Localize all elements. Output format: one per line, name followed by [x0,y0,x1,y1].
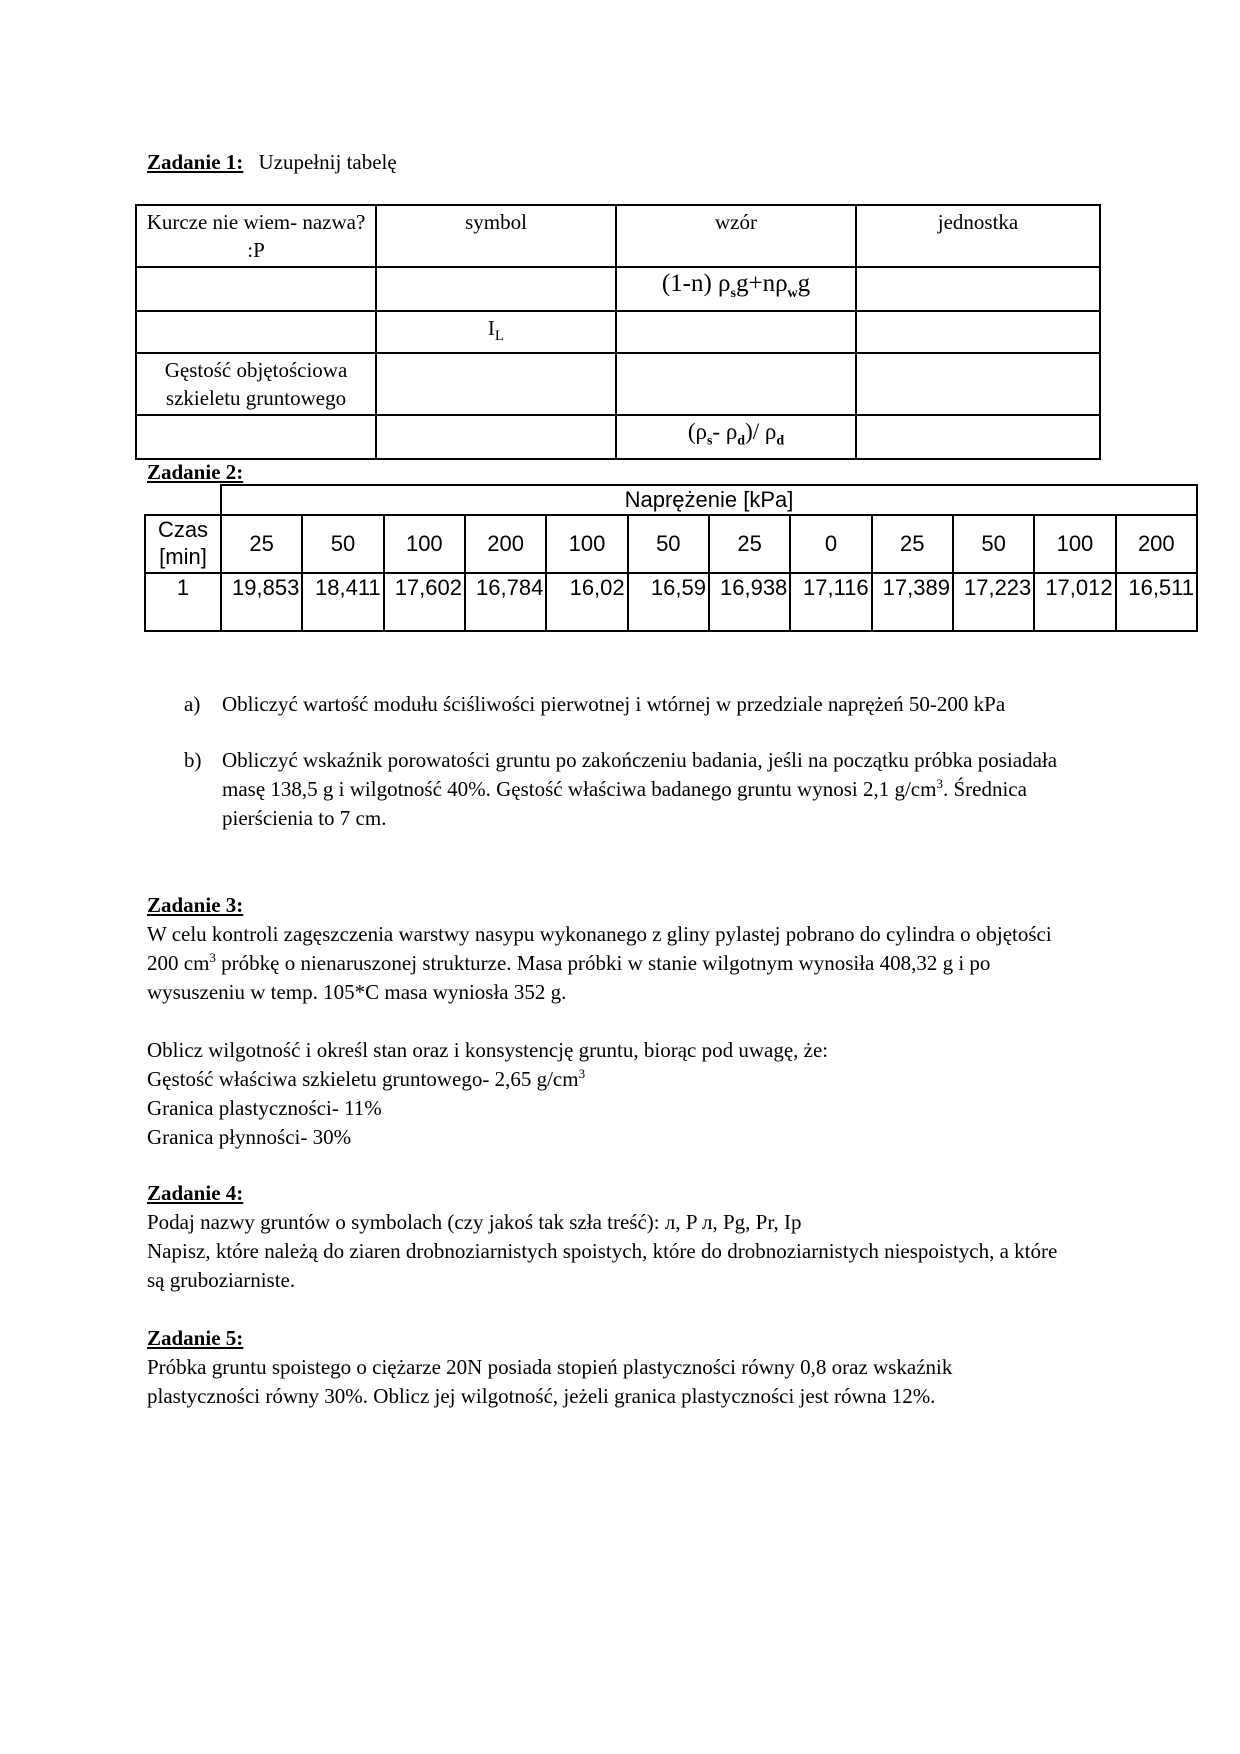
question-b-mark: b) [184,748,202,772]
stress-value: 100 [546,515,627,573]
task4-heading: Zadanie 4: [147,1181,244,1205]
cell-empty [856,415,1100,459]
formula-bulk-unit-weight: (1-n) $\rho_sg+n\rho_wg$ [616,267,856,311]
cell-empty [376,353,616,415]
task3-block [147,891,1067,1152]
stress-value: 100 [384,515,465,573]
task1-heading: Zadanie 1: [147,150,244,174]
question-b-text: Obliczyć wskaźnik porowatości gruntu po zakończeniu badania, jeśli na początku próbka posiadała masę 138,5 g i wilgotność 40%. Gęstość właściwa badanego gruntu wynosi 2,1 $g/cm^3$. Średnica pierścienia to 7 cm. [222,748,1058,830]
spacer [147,1007,1067,1036]
stress-value: 50 [953,515,1034,573]
cell-empty [616,353,856,415]
dial-reading: 16,59 [628,573,709,631]
cell-empty [856,353,1100,415]
oedometer-table [144,484,1198,632]
task5-heading: Zadanie 5: [147,1326,244,1350]
question-b [180,746,1100,833]
header-symbol: symbol [376,205,616,267]
task3-paragraph-2: Oblicz wilgotność i określ stan oraz i konsystencję gruntu, biorąc pod uwagę, że: [147,1038,829,1062]
task5-paragraph-1: Próbka gruntu spoistego o ciężarze 20N posiada stopień plastyczności równy 0,8 oraz wskaźnik plastyczności równy 30%. Oblicz jej wilgotność, jeżeli granica plastyczności jest równa 12%. [147,1355,953,1408]
stress-value: 50 [302,515,383,573]
stress-value: 25 [709,515,790,573]
task1-instruction: Uzupełnij tabelę [258,150,397,174]
task3-paragraph-3: Gęstość właściwa szkieletu gruntowego- 2,65 $g/cm^3$ [147,1066,586,1091]
task3-paragraph-4: Granica plastyczności- 11% [147,1096,382,1120]
cell-empty [616,311,856,353]
dial-reading: 18,411 [302,573,383,631]
question-a-text: Obliczyć wartość modułu ściśliwości pierwotnej i wtórnej w przedziale naprężeń 50-200 kPa [222,692,1006,716]
dial-reading: 17,116 [790,573,871,631]
cell-empty [136,311,376,353]
header-unit: jednostka [856,205,1100,267]
task4-paragraph-2: Napisz, które należą do ziaren drobnoziarnistych spoistych, które do drobnoziarnistych niespoistych, a które są gruboziarniste. [147,1239,1058,1292]
task5-block [147,1324,1067,1411]
table-corner [145,485,221,515]
stress-header: Naprężenie [kPa] [221,485,1197,515]
dial-reading: 19,853 [221,573,302,631]
task4-paragraph-1: Podaj nazwy gruntów o symbolach (czy jakoś tak szła treść): л, P л, Pg, Pr, Ip [147,1210,802,1234]
time-value: 1 [145,573,221,631]
dial-reading: 17,602 [384,573,465,631]
task2-heading: Zadanie 2: [147,460,244,484]
question-a [180,690,1100,719]
header-formula: wzór [616,205,856,267]
stress-value: 100 [1034,515,1115,573]
header-name: Kurcze nie wiem- nazwa? :P [136,205,376,267]
question-a-mark: a) [184,692,201,716]
dial-reading: 17,389 [872,573,953,631]
task1-title-line [147,148,397,177]
task2-questions [180,690,1100,860]
symbol-il: $I_L$ [376,311,616,353]
stress-value: 50 [628,515,709,573]
stress-value: 200 [465,515,546,573]
cell-empty [856,267,1100,311]
dial-reading: 17,223 [953,573,1034,631]
name-dry-density: Gęstość objętościowa szkieletu gruntowego [136,353,376,415]
dial-reading: 16,938 [709,573,790,631]
stress-value: 25 [221,515,302,573]
stress-value: 0 [790,515,871,573]
task3-heading: Zadanie 3: [147,893,244,917]
cell-empty [136,267,376,311]
dial-reading: 16,784 [465,573,546,631]
dial-reading: 16,02 [546,573,627,631]
dial-reading: 17,012 [1034,573,1115,631]
task1-table [135,204,1101,460]
dial-reading: 16,511 [1116,573,1197,631]
cell-empty [376,415,616,459]
stress-value: 25 [872,515,953,573]
cell-empty [136,415,376,459]
time-header: Czas [min] [145,515,221,573]
cell-empty [856,311,1100,353]
task4-block [147,1179,1067,1295]
formula-void-ratio: ($\rho_s-$ $\rho_d)/$ $\rho_d$ [616,415,856,459]
cell-empty [376,267,616,311]
task3-paragraph-1: W celu kontroli zagęszczenia warstwy nasypu wykonanego z gliny pylastej pobrano do cylindra o objętości 200 $cm^3$ próbkę o nienaruszonej strukturze. Masa próbki w stanie wilgotnym wynosiła 408,32 g i po wysuszeniu w temp. 105*C masa wyniosła 352 g. [147,922,1052,1004]
task3-paragraph-5: Granica płynności- 30% [147,1125,352,1149]
stress-value: 200 [1116,515,1197,573]
